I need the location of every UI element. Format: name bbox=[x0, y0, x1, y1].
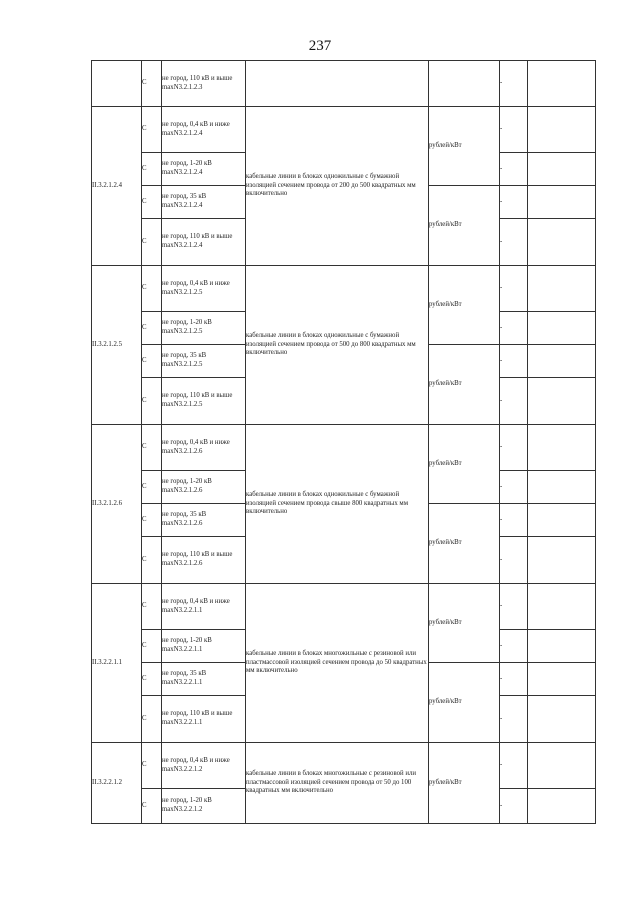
subcategory-cell: не город, 0,4 кВ и ниже maxN3.2.2.1.2 bbox=[162, 743, 246, 789]
description-cell: кабельные линии в блоках многожильные с резиновой или пластмассовой изоляцией сечением провода от 50 до 100 квадратных мм включительно bbox=[246, 743, 429, 824]
value-cell: - bbox=[500, 61, 528, 107]
subcategory-cell: не город, 0,4 кВ и ниже maxN3.2.1.2.6 bbox=[162, 425, 246, 471]
value-cell: - bbox=[500, 312, 528, 345]
value-cell: - bbox=[500, 630, 528, 663]
value-cell: - bbox=[500, 153, 528, 186]
subcategory-cell: не город, 110 кВ и выше maxN3.2.1.2.5 bbox=[162, 378, 246, 425]
subcategory-cell: не город, 1-20 кВ maxN3.2.2.1.1 bbox=[162, 630, 246, 663]
table-row bbox=[92, 61, 596, 107]
subcategory-cell: не город, 35 кВ maxN3.2.2.1.1 bbox=[162, 663, 246, 696]
code-letter: С bbox=[142, 378, 162, 425]
empty-cell bbox=[528, 312, 596, 345]
value-cell: - bbox=[500, 471, 528, 504]
code-letter: С bbox=[142, 312, 162, 345]
unit-cell: рублей/кВт bbox=[429, 266, 500, 345]
code-cell bbox=[92, 61, 142, 107]
subcategory-cell: не город, 110 кВ и выше maxN3.2.1.2.4 bbox=[162, 219, 246, 266]
table-row bbox=[92, 425, 596, 471]
description-cell bbox=[246, 61, 429, 107]
tariff-table bbox=[91, 60, 596, 824]
empty-cell bbox=[528, 345, 596, 378]
empty-cell bbox=[528, 630, 596, 663]
table-row bbox=[92, 584, 596, 630]
unit-cell: рублей/кВт bbox=[429, 584, 500, 663]
value-cell: - bbox=[500, 789, 528, 824]
code-letter: С bbox=[142, 504, 162, 537]
row-code: II.3.2.1.2.6 bbox=[92, 425, 142, 584]
row-code: II.3.2.2.1.1 bbox=[92, 584, 142, 743]
value-cell: - bbox=[500, 425, 528, 471]
value-cell: - bbox=[500, 584, 528, 630]
empty-cell bbox=[528, 266, 596, 312]
value-cell: - bbox=[500, 378, 528, 425]
code-letter: С bbox=[142, 789, 162, 824]
unit-cell: рублей/кВт bbox=[429, 345, 500, 425]
code-letter: С bbox=[142, 584, 162, 630]
unit-cell: рублей/кВт bbox=[429, 186, 500, 266]
code-letter: С bbox=[142, 537, 162, 584]
empty-cell bbox=[528, 504, 596, 537]
subcategory-cell: не город, 110 кВ и выше maxN3.2.1.2.6 bbox=[162, 537, 246, 584]
subcategory-cell: не город, 35 кВ maxN3.2.1.2.6 bbox=[162, 504, 246, 537]
description-cell: кабельные линии в блоках одножильные с бумажной изоляцией сечением провода свыше 800 квадратных мм включительно bbox=[246, 425, 429, 584]
value-cell: - bbox=[500, 696, 528, 743]
empty-cell bbox=[528, 61, 596, 107]
value-cell: - bbox=[500, 107, 528, 153]
code-letter: С bbox=[142, 186, 162, 219]
subcategory-cell: не город, 35 кВ maxN3.2.1.2.4 bbox=[162, 186, 246, 219]
subcategory-cell: не город, 1-20 кВ maxN3.2.1.2.5 bbox=[162, 312, 246, 345]
empty-cell bbox=[528, 789, 596, 824]
value-cell: - bbox=[500, 743, 528, 789]
empty-cell bbox=[528, 107, 596, 153]
code-letter: С bbox=[142, 663, 162, 696]
subcategory-cell: не город, 110 кВ и выше maxN3.2.1.2.3 bbox=[162, 61, 246, 107]
unit-cell: рублей/кВт bbox=[429, 107, 500, 186]
code-letter: С bbox=[142, 153, 162, 186]
row-code: II.3.2.1.2.4 bbox=[92, 107, 142, 266]
value-cell: - bbox=[500, 345, 528, 378]
empty-cell bbox=[528, 663, 596, 696]
table-row bbox=[92, 107, 596, 153]
subcategory-cell: не город, 110 кВ и выше maxN3.2.2.1.1 bbox=[162, 696, 246, 743]
empty-cell bbox=[528, 378, 596, 425]
subcategory-cell: не город, 1-20 кВ maxN3.2.2.1.2 bbox=[162, 789, 246, 824]
unit-cell: рублей/кВт bbox=[429, 425, 500, 504]
code-letter: С bbox=[142, 743, 162, 789]
code-letter: С bbox=[142, 345, 162, 378]
code-letter: С bbox=[142, 471, 162, 504]
description-cell: кабельные линии в блоках одножильные с бумажной изоляцией сечением провода от 500 до 800 квадратных мм включительно bbox=[246, 266, 429, 425]
code-letter: С bbox=[142, 219, 162, 266]
row-code: II.3.2.1.2.5 bbox=[92, 266, 142, 425]
unit-cell: рублей/кВт bbox=[429, 743, 500, 824]
empty-cell bbox=[528, 743, 596, 789]
value-cell: - bbox=[500, 504, 528, 537]
empty-cell bbox=[528, 425, 596, 471]
code-letter: С bbox=[142, 107, 162, 153]
subcategory-cell: не город, 1-20 кВ maxN3.2.1.2.6 bbox=[162, 471, 246, 504]
value-cell: - bbox=[500, 663, 528, 696]
empty-cell bbox=[528, 219, 596, 266]
empty-cell bbox=[528, 537, 596, 584]
description-cell: кабельные линии в блоках многожильные с резиновой или пластмассовой изоляцией сечением провода до 50 квадратных мм включительно bbox=[246, 584, 429, 743]
code-letter: С bbox=[142, 425, 162, 471]
subcategory-cell: не город, 0,4 кВ и ниже maxN3.2.1.2.5 bbox=[162, 266, 246, 312]
empty-cell bbox=[528, 471, 596, 504]
code-letter: С bbox=[142, 696, 162, 743]
description-cell: кабельные линии в блоках одножильные с бумажной изоляцией сечением провода от 200 до 500 квадратных мм включительно bbox=[246, 107, 429, 266]
code-letter: С bbox=[142, 61, 162, 107]
code-letter: С bbox=[142, 266, 162, 312]
value-cell: - bbox=[500, 537, 528, 584]
table-row bbox=[92, 743, 596, 789]
unit-cell bbox=[429, 61, 500, 107]
empty-cell bbox=[528, 696, 596, 743]
subcategory-cell: не город, 1-20 кВ maxN3.2.1.2.4 bbox=[162, 153, 246, 186]
value-cell: - bbox=[500, 219, 528, 266]
empty-cell bbox=[528, 186, 596, 219]
unit-cell: рублей/кВт bbox=[429, 663, 500, 743]
subcategory-cell: не город, 0,4 кВ и ниже maxN3.2.1.2.4 bbox=[162, 107, 246, 153]
page-number: 237 bbox=[308, 38, 332, 54]
subcategory-cell: не город, 0,4 кВ и ниже maxN3.2.2.1.1 bbox=[162, 584, 246, 630]
value-cell: - bbox=[500, 186, 528, 219]
value-cell: - bbox=[500, 266, 528, 312]
empty-cell bbox=[528, 584, 596, 630]
subcategory-cell: не город, 35 кВ maxN3.2.1.2.5 bbox=[162, 345, 246, 378]
code-letter: С bbox=[142, 630, 162, 663]
row-code: II.3.2.2.1.2 bbox=[92, 743, 142, 824]
unit-cell: рублей/кВт bbox=[429, 504, 500, 584]
empty-cell bbox=[528, 153, 596, 186]
table-row bbox=[92, 266, 596, 312]
